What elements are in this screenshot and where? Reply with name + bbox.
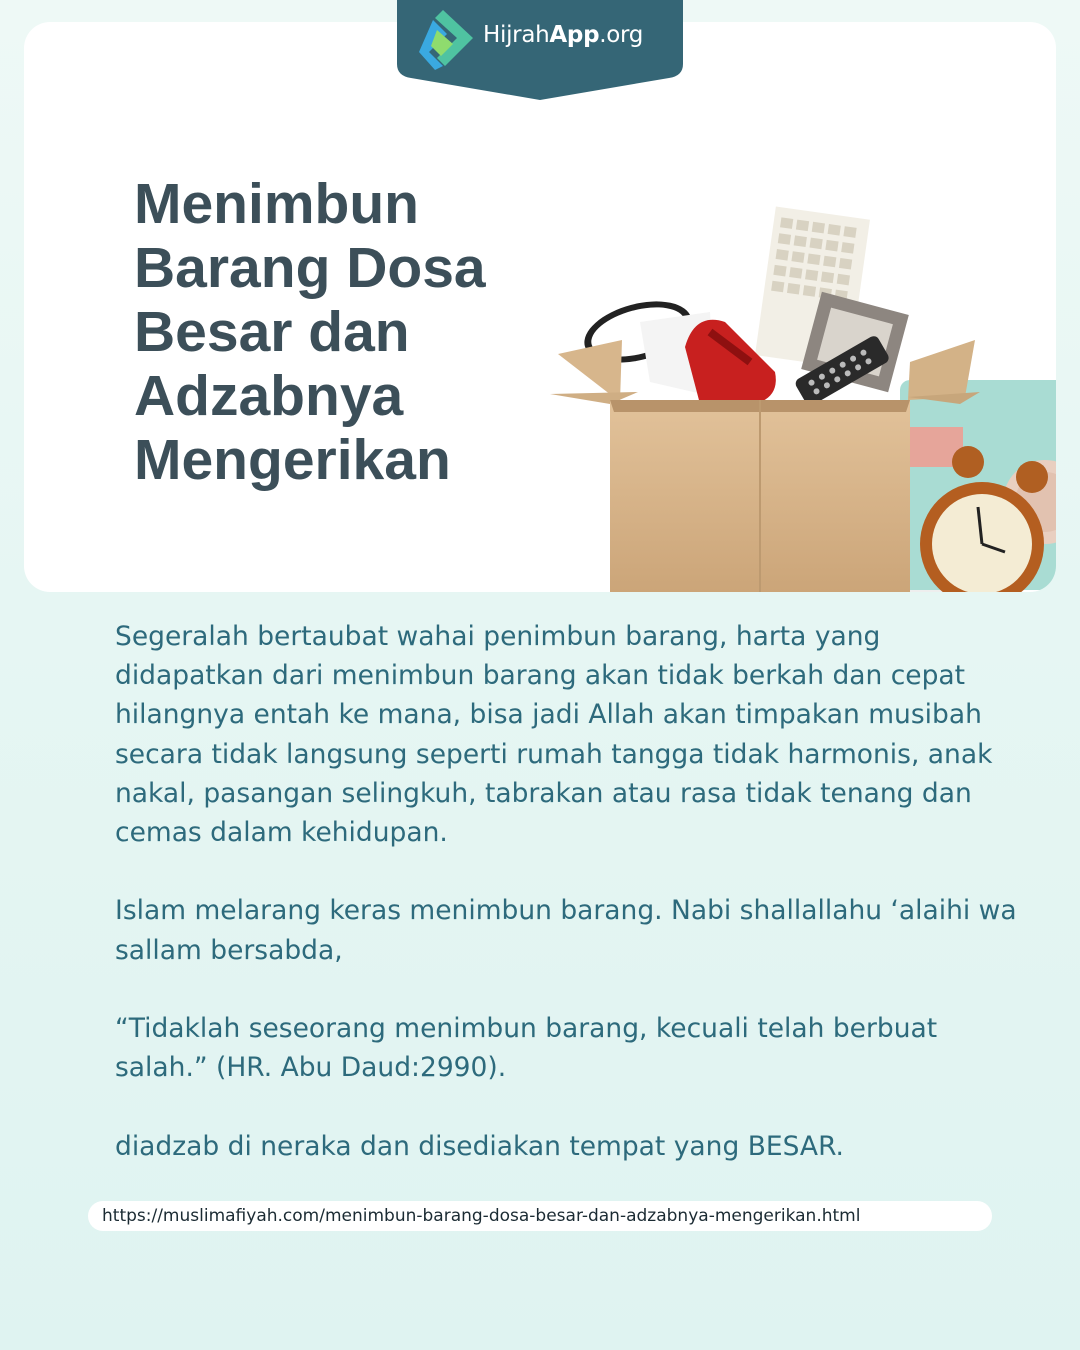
source-url-link[interactable]: https://muslimafiyah.com/menimbun-barang-dosa-besar-dan-adzabnya-mengerikan.html [88,1201,992,1231]
logo-text-part1: Hijrah [483,22,550,48]
page-title: Menimbun Barang Dosa Besar dan Adzabnya Mengerikan [134,172,486,492]
brand-logo-text [483,22,643,48]
paragraph: diadzab di neraka dan disediakan tempat yang BESAR. [115,1130,844,1162]
logo-text-part3: .org [599,22,644,48]
logo-text-part2: App [549,22,600,48]
header-card [24,22,1056,592]
cardboard-box-illustration [510,172,1056,592]
article-body [115,617,1025,1205]
paragraph: Segeralah bertaubat wahai penimbun barang, harta yang didapatkan dari menimbun barang akan tidak berkah dan cepat hilangnya entah ke mana, bisa jadi Allah akan timpakan musibah secara tidak langsung seperti rumah tangga tidak harmonis, anak nakal, pasangan selingkuh, tabrakan atau rasa tidak tenang dan cemas dalam kehidupan. [115,621,993,849]
brand-logo-tab[interactable] [397,0,683,100]
paragraph: Islam melarang keras menimbun barang. Nabi shallallahu ‘alaihi wa sallam bersabda, [115,895,1017,966]
hadith-quote: “Tidaklah seseorang menimbun barang, kecuali telah berbuat salah.” (HR. Abu Daud:2990). [115,1013,938,1084]
hijrahapp-logo-icon [417,8,475,70]
